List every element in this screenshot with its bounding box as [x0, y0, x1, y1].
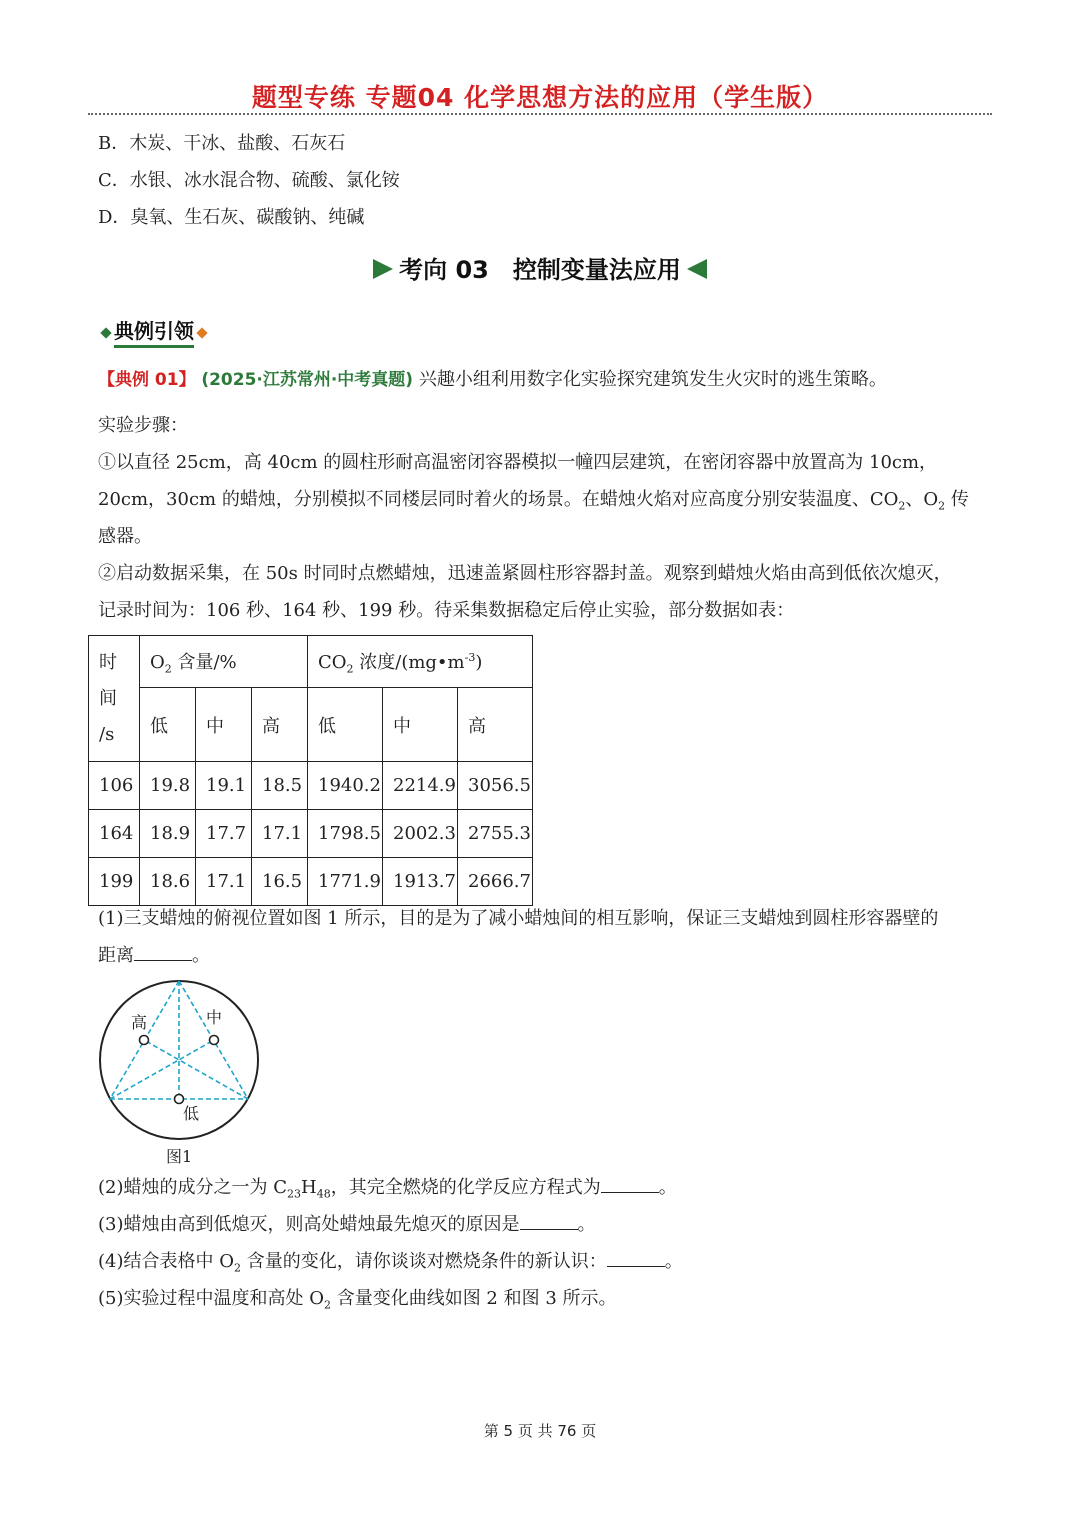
example-tag: 【典例 01】	[98, 370, 196, 390]
table-cell: 19.8	[140, 762, 196, 810]
example-intro-line	[98, 368, 887, 392]
candle-mid-marker	[210, 1036, 219, 1045]
co2-header-cell: $CO_2$ 浓度$/(mg•m^{-3})$	[308, 636, 533, 688]
table-cell: 1913.7	[383, 858, 458, 906]
level-header-cell: 低	[140, 688, 196, 762]
option-d: D．臭氧、生石灰、碳酸钠、纯碱	[98, 207, 365, 228]
table-cell: 18.9	[140, 810, 196, 858]
table-row	[89, 810, 533, 858]
question-1-line-a: (1)三支蜡烛的俯视位置如图 1 所示，目的是为了减小蜡烛间的相互影响，保证三支蜡烛到圆柱形容器壁的	[98, 908, 939, 929]
candle-high-marker	[140, 1036, 149, 1045]
table-cell: 106	[89, 762, 140, 810]
page-footer: 第 5 页 共 76 页	[483, 1422, 597, 1440]
level-header-cell: 高	[458, 688, 533, 762]
figure-1-caption: 图1	[166, 1147, 193, 1166]
diamond-orange-icon	[196, 327, 207, 338]
table-cell: 1940.2	[308, 762, 383, 810]
question-4: (4)结合表格中 $O_2$ 含量的变化，请你谈谈对燃烧条件的新认识： 。	[98, 1251, 683, 1275]
question-3: (3)蜡烛由高到低熄灭，则高处蜡烛最先熄灭的原因是 。	[98, 1214, 596, 1235]
candle-low-marker	[175, 1095, 184, 1104]
question-1-line-b: 距离 。	[98, 945, 210, 966]
step1-line-a: ①以直径 25cm，高 40cm 的圆柱形耐高温密闭容器模拟一幢四层建筑，在密闭容器中放置高为 10cm，	[98, 452, 938, 473]
table-cell: 18.5	[252, 762, 308, 810]
o2-header-cell: $O_2$ 含量/%	[140, 636, 308, 688]
example-intro: 兴趣小组利用数字化实验探究建筑发生火灾时的逃生策略。	[418, 369, 887, 390]
table-row	[89, 762, 533, 810]
table-cell: 3056.5	[458, 762, 533, 810]
question-5: (5)实验过程中温度和高处 $O_2$ 含量变化曲线如图 2 和图 3 所示。	[98, 1288, 617, 1312]
table-cell: 19.1	[196, 762, 252, 810]
step2-line-b: 记录时间为：106 秒、164 秒、199 秒。待采集数据稳定后停止实验，部分数据如表：	[98, 600, 795, 621]
table-cell: 2214.9	[383, 762, 458, 810]
table-cell: 17.1	[252, 810, 308, 858]
table-cell: 199	[89, 858, 140, 906]
level-header-cell: 中	[383, 688, 458, 762]
answer-blank-4[interactable]	[607, 1250, 665, 1267]
answer-blank-3[interactable]	[520, 1213, 578, 1230]
label-mid: 中	[206, 1008, 223, 1027]
table-cell: 1798.5	[308, 810, 383, 858]
page-header-title: 题型专练 专题04 化学思想方法的应用（学生版）	[251, 83, 829, 112]
triangle-left-icon	[687, 259, 707, 279]
subsection-heading	[98, 315, 210, 344]
table-cell: 16.5	[252, 858, 308, 906]
answer-blank-1[interactable]	[134, 944, 192, 961]
level-header-cell: 中	[196, 688, 252, 762]
subsection-heading-text: 典例引领	[114, 319, 194, 348]
time-header-cell: 时 间 /s	[89, 636, 140, 762]
table-cell: 2666.7	[458, 858, 533, 906]
steps-label: 实验步骤：	[98, 415, 188, 436]
step1-line-c: 感器。	[98, 526, 152, 547]
section-heading-text: 考向 03 控制变量法应用	[399, 256, 681, 284]
table-cell: 17.1	[196, 858, 252, 906]
diamond-green-icon	[100, 327, 111, 338]
answer-blank-2[interactable]	[601, 1176, 659, 1193]
option-c: C．水银、冰水混合物、硫酸、氯化铵	[98, 170, 400, 191]
table-cell: 164	[89, 810, 140, 858]
question-2: (2)蜡烛的成分之一为 $C_{23}H_{48}$，其完全燃烧的化学反应方程式为 。	[98, 1177, 677, 1201]
container-circle	[100, 981, 258, 1139]
triangle-right-icon	[373, 259, 393, 279]
step1-line-b: 20cm，30cm 的蜡烛，分别模拟不同楼层同时着火的场景。在蜡烛火焰对应高度分别安装温度、$CO_2$、$O_2$ 传	[98, 489, 969, 513]
table-row	[89, 858, 533, 906]
table-cell: 17.7	[196, 810, 252, 858]
figure-1-diagram	[90, 978, 270, 1143]
example-source: (2025·江苏常州·中考真题)	[201, 370, 414, 390]
level-header-cell: 低	[308, 688, 383, 762]
step2-line-a: ②启动数据采集，在 50s 时同时点燃蜡烛，迅速盖紧圆柱形容器封盖。观察到蜡烛火焰由高到低依次熄灭，	[98, 563, 952, 584]
table-cell: 1771.9	[308, 858, 383, 906]
data-table	[88, 635, 533, 906]
label-low: 低	[183, 1104, 200, 1123]
table-cell: 2002.3	[383, 810, 458, 858]
level-header-cell: 高	[252, 688, 308, 762]
table-cell: 2755.3	[458, 810, 533, 858]
table-cell: 18.6	[140, 858, 196, 906]
label-high: 高	[131, 1013, 148, 1032]
option-b: B．木炭、干冰、盐酸、石灰石	[98, 133, 346, 154]
section-heading	[0, 250, 1080, 285]
header-divider	[88, 113, 992, 115]
